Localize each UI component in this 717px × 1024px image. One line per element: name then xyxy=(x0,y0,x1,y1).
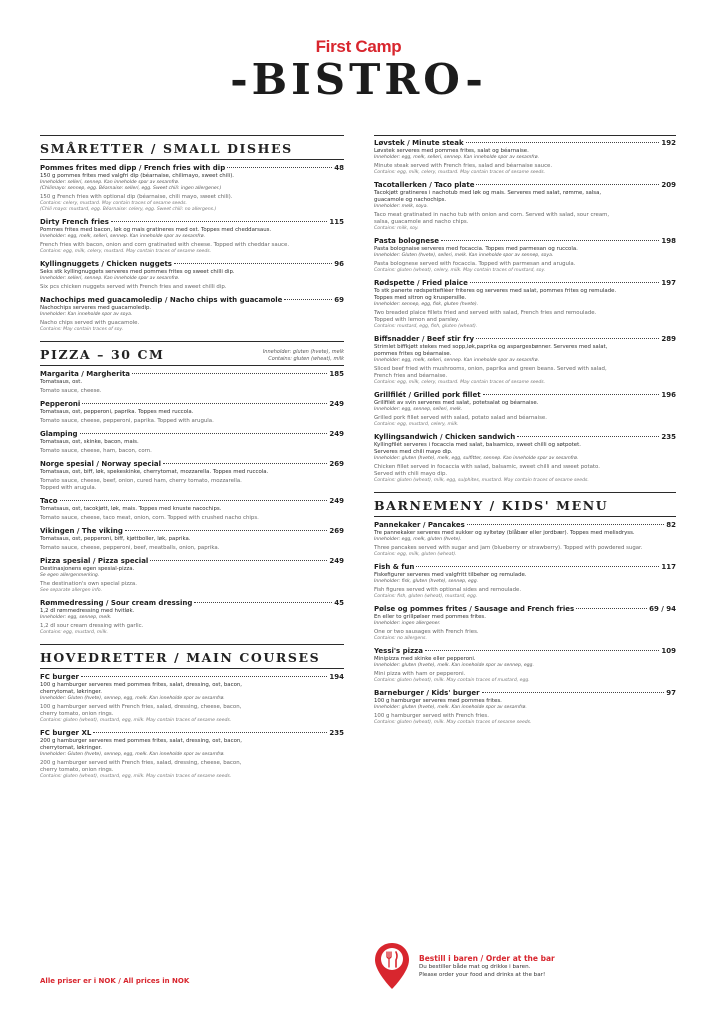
section-title: PIZZA – 30 CM xyxy=(40,347,165,362)
menu-item-price: 48 xyxy=(334,164,344,172)
menu-item-line xyxy=(40,218,344,227)
dot-leader xyxy=(425,650,659,651)
item-allergens: Inneholder: selleri, sennep. Kan inneholde spor av sesamfrø. xyxy=(40,180,180,185)
item-description-en: Two breaded plaice fillets fried and served with salad, French fries and remoulade. xyxy=(374,310,597,316)
item-allergens: Inneholder: ingen allergener. xyxy=(374,621,441,626)
item-description-en: The destination's own special pizza. xyxy=(40,581,137,587)
menu-item-price: 117 xyxy=(661,563,676,571)
menu-item-line xyxy=(374,521,676,530)
prices-note: Alle priser er i NOK / All prices in NOK xyxy=(40,977,190,985)
order-bar-text-no: Du bestiller både mat og drikke i baren. xyxy=(419,964,531,970)
item-allergens: Inneholder: Kan inneholde spor av soya. xyxy=(40,312,133,317)
menu-item xyxy=(374,563,676,600)
item-description-en: Mini pizza with ham or pepperoni. xyxy=(374,671,466,677)
item-description-en: Fish figures served with optional sides and remoulade. xyxy=(374,587,522,593)
dot-leader xyxy=(111,221,327,222)
dot-leader xyxy=(476,338,659,339)
item-allergens-en: Contains: no allergens. xyxy=(374,636,427,641)
dot-leader xyxy=(81,676,327,677)
menu-item-price: 269 xyxy=(329,460,344,468)
item-allergens-en: (Chili mayo: mustard, egg. Béarnaise: celery, egg. Sweet chili: no allergens.) xyxy=(40,207,217,212)
item-allergens: Inneholder: fisk, gluten (hvete), sennep, egg. xyxy=(374,579,479,584)
dot-leader xyxy=(227,167,332,168)
menu-item-name: Tacotallerken / Taco plate xyxy=(374,181,475,189)
item-description-en: Tomato sauce, cheese. xyxy=(40,388,102,394)
menu-item-price: 97 xyxy=(666,689,676,697)
item-description: Løvstek serveres med pommes frites, salat og béarnaise. xyxy=(374,148,529,154)
dot-leader xyxy=(174,263,332,264)
item-allergens-en: Contains: egg, mustard, milk. xyxy=(40,630,108,635)
dot-leader xyxy=(441,240,659,241)
menu-item xyxy=(40,218,344,255)
item-allergens-en: Contains: mustard, egg, fish, gluten (wheat). xyxy=(374,324,478,329)
menu-item-name: Pepperoni xyxy=(40,400,81,408)
order-at-bar xyxy=(374,942,674,990)
item-description: Toppes med sitron og kruspersille. xyxy=(374,295,467,301)
dot-leader xyxy=(60,500,328,501)
menu-item-price: 185 xyxy=(329,370,344,378)
item-description: cherrytomat, løkringer. xyxy=(40,745,102,751)
item-allergens-en: Contains: gluten (wheat), mustard, egg, milk. May contain traces of sesame seeds. xyxy=(40,718,232,723)
menu-section-small xyxy=(40,135,344,333)
item-description: Tomatsaus, ost, tacokjøtt, løk, mais. Toppes med knuste nacochips. xyxy=(40,506,222,512)
menu-item xyxy=(374,139,676,176)
item-description: 200 g hamburger serveres med pommes frites, salat, dressing, ost, bacon, xyxy=(40,738,242,744)
menu-item-line xyxy=(40,599,344,608)
section-title: SMÅRETTER / SMALL DISHES xyxy=(40,141,293,156)
item-description-en: 1,2 dl sour cream dressing with garlic. xyxy=(40,623,144,629)
item-allergens: Inneholder: sennep, egg, fisk, gluten (hvete). xyxy=(374,302,479,307)
menu-item-name: Rømmedressing / Sour cream dressing xyxy=(40,599,193,607)
item-description-en: cherry tomato, onion rings. xyxy=(40,711,114,717)
menu-item-price: 249 xyxy=(329,557,344,565)
item-allergens-en: Contains: gluten (wheat), celery, milk. May contain traces of mustard, soy. xyxy=(374,268,546,273)
item-description-en: Topped with arugula. xyxy=(40,485,97,491)
menu-item xyxy=(374,237,676,274)
item-description: Destinasjonens egen spesial-pizza. xyxy=(40,566,135,572)
menu-item-line xyxy=(40,260,344,269)
menu-item-name: Glamping xyxy=(40,430,78,438)
item-description-en: cherry tomato, onion rings. xyxy=(40,767,114,773)
menu-item-name: Pasta bolognese xyxy=(374,237,440,245)
brand-logo: First Camp xyxy=(315,37,402,56)
dot-leader xyxy=(125,530,328,531)
item-description: Kyllingfilét serveres i focaccia med salat, balsamico, sweet chilli og søtpotet. xyxy=(374,442,581,448)
menu-item xyxy=(40,729,344,780)
menu-item xyxy=(40,400,344,425)
item-description: Nachochips serveres med guacamoledip. xyxy=(40,305,152,311)
menu-section-main xyxy=(40,644,344,780)
menu-item-line xyxy=(374,181,676,190)
item-description: Strimlet biffkjøtt stekes med sopp,løk,paprika og aspargesbønner. Serveres med salat, xyxy=(374,344,608,350)
page-title: -BISTRO- xyxy=(230,55,487,104)
item-allergens-en: Contains: milk, soy. xyxy=(374,226,419,231)
item-description-en: Three pancakes served with sugar and jam (blueberry or strawberry). Topped with powdered sugar. xyxy=(374,545,643,551)
item-description-en: French fries with bacon, onion and corn gratinated with cheese. Topped with cheddar sauce. xyxy=(40,242,290,248)
item-allergens: Inneholder: Gluten (hvete), selleri, melk. Kan inneholde spor av sennep, soya. xyxy=(374,253,554,258)
item-description-en: 100 g hamburger served with French fries. xyxy=(374,713,489,719)
menu-item-name: Løvstek / Minute steak xyxy=(374,139,464,147)
menu-item xyxy=(40,164,344,213)
item-allergens: Inneholder: egg, melk, selleri, sennep. Kan inneholde spor av sesamfrø. xyxy=(374,358,540,363)
dot-leader xyxy=(194,602,332,603)
item-description-en: Nacho chips served with guacamole. xyxy=(40,320,140,326)
menu-item-price: 69 xyxy=(334,296,344,304)
menu-item xyxy=(40,370,344,395)
dot-leader xyxy=(517,436,659,437)
menu-item xyxy=(374,181,676,232)
item-allergens: Inneholder: egg, sennep, melk. xyxy=(40,615,112,620)
menu-item xyxy=(40,460,344,492)
item-description: pommes frites og béarnaise. xyxy=(374,351,452,357)
item-description: Minipizza med skinke eller pepperoni. xyxy=(374,656,476,662)
section-title: HOVEDRETTER / MAIN COURSES xyxy=(40,650,321,665)
menu-item-price: 96 xyxy=(334,260,344,268)
item-description: Tacokjøtt gratineres i nachotub med løk og mais. Serveres med salat, rømme, salsa, xyxy=(374,190,602,196)
menu-item-name: Nachochips med guacamoledip / Nacho chips with guacamole xyxy=(40,296,283,304)
menu-item-line xyxy=(40,673,344,682)
menu-item-line xyxy=(40,296,344,305)
menu-item-name: Yessi's pizza xyxy=(374,647,423,655)
item-description-en: Pasta bolognese served with focaccia. Topped with parmesan and arugula. xyxy=(374,261,576,267)
section-header xyxy=(40,136,344,160)
menu-item-line xyxy=(374,279,676,288)
menu-item-line xyxy=(374,139,676,148)
menu-item-line xyxy=(40,164,344,173)
menu-item-name: Pizza spesial / Pizza special xyxy=(40,557,149,565)
item-description-en: Tomato sauce, cheese, pepperoni, beef, meatballs, onion, paprika. xyxy=(40,545,220,551)
item-description-en: salsa, guacamole and nacho chips. xyxy=(374,219,469,225)
item-allergens-en: Contains: gluten (wheat), milk. May contain traces of sesame seeds. xyxy=(374,720,532,725)
menu-item-line xyxy=(40,400,344,409)
item-description: Pommes frites med bacon, løk og mais gratineres med ost. Toppes med cheddarsaus. xyxy=(40,227,272,233)
menu-item-line xyxy=(374,689,676,698)
menu-item xyxy=(374,647,676,684)
menu-section-main-cont xyxy=(374,135,676,484)
item-description-en: French fries and béarnaise. xyxy=(374,373,448,379)
item-description: Serveres med chili mayo dip. xyxy=(374,449,453,455)
menu-item-line xyxy=(40,497,344,506)
dot-leader xyxy=(82,403,327,404)
menu-item-name: Vikingen / The viking xyxy=(40,527,123,535)
item-description: Pasta bolognaise serveres med focaccia. Toppes med parmesan og ruccola. xyxy=(374,246,578,252)
item-allergens-en: Contains: egg, mustard, celery, milk. xyxy=(374,422,459,427)
menu-item-line xyxy=(40,729,344,738)
menu-item-price: 235 xyxy=(329,729,344,737)
menu-item xyxy=(374,605,676,642)
item-description-en: Topped with lemon and parsley. xyxy=(374,317,460,323)
dot-leader xyxy=(284,299,332,300)
item-description-en: 150 g French fries with optional dip (béarnaise, chili mayo, sweet chili). xyxy=(40,194,233,200)
menu-item-name: Margarita / Margherita xyxy=(40,370,131,378)
menu-item-name: FC burger XL xyxy=(40,729,92,737)
menu-item xyxy=(40,430,344,455)
item-allergens-en: Contains: egg, milk, celery, mustard. May contain traces of sesame seeds. xyxy=(40,249,212,254)
item-allergens: Se egen allergenmerking. xyxy=(40,573,100,578)
item-allergens-en: Contains: gluten (wheat), milk. May contain traces of mustard, egg. xyxy=(374,678,530,683)
menu-item-price: 249 xyxy=(329,497,344,505)
item-description-en: Taco meat gratinated in nacho tub with onion and corn. Served with salad, sour cream, xyxy=(374,212,610,218)
item-description: Fiskefigurer serveres med valgfritt tilbehør og remulade. xyxy=(374,572,527,578)
menu-item-price: 115 xyxy=(329,218,344,226)
menu-item xyxy=(40,296,344,333)
section-allergen-note xyxy=(263,349,344,362)
menu-item-line xyxy=(374,605,676,614)
menu-item-price: 82 xyxy=(666,521,676,529)
item-description-en: Tomato sauce, cheese, pepperoni, paprika. Topped with arugula. xyxy=(40,418,214,424)
item-description-en: Served with chili mayo dip. xyxy=(374,471,448,477)
item-description: 1,2 dl rømmedressing med hvitløk. xyxy=(40,608,135,614)
menu-item-line xyxy=(40,430,344,439)
menu-item-price: 269 xyxy=(329,527,344,535)
item-allergens: Inneholder: egg, melk, selleri, sennep. Kan inneholde spor av sesamfrø. xyxy=(40,234,206,239)
item-allergens-en: Contains: celery, mustard. May contain traces of sesame seeds. xyxy=(40,201,187,206)
menu-item-price: 235 xyxy=(661,433,676,441)
menu-item xyxy=(40,673,344,724)
dot-leader xyxy=(482,692,665,693)
item-allergens: Inneholder: gluten (hvete), melk, egg, sulfitter, sennep. Kan inneholde spor av sesamfrø. xyxy=(374,456,579,461)
item-description: Tomatsaus, ost, pepperoni, paprika. Toppes med ruccola. xyxy=(40,409,194,415)
menu-item-line xyxy=(374,433,676,442)
menu-item xyxy=(374,391,676,428)
item-description: 150 g pommes frites med valgfri dip (béarnaise, chilimayo, sweet chili). xyxy=(40,173,235,179)
dot-leader xyxy=(476,184,659,185)
item-allergens-en: Contains: egg, milk, gluten (wheat). xyxy=(374,552,457,557)
item-allergens-en: Contains: fish, gluten (wheat), mustard, egg. xyxy=(374,594,478,599)
menu-item xyxy=(374,433,676,484)
menu-item-price: 249 xyxy=(329,430,344,438)
section-header xyxy=(40,342,344,366)
menu-item-name: FC burger xyxy=(40,673,80,681)
item-description: Tomatsaus, ost. xyxy=(40,379,83,385)
dot-leader xyxy=(467,524,664,525)
menu-section-kids xyxy=(374,492,676,726)
item-description-en: 100 g hamburger served with French fries, salad, dressing, cheese, bacon, xyxy=(40,704,242,710)
menu-item-line xyxy=(40,460,344,469)
menu-item-name: Pølse og pommes frites / Sausage and French fries xyxy=(374,605,575,613)
menu-item-name: Rødspette / Fried plaice xyxy=(374,279,468,287)
menu-item-name: Dirty French fries xyxy=(40,218,109,226)
section-note-line: Inneholder: gluten (hvete), melk xyxy=(262,349,344,355)
item-allergens: Inneholder: Gluten (hvete), sennep, egg, melk. Kan inneholde spor av sesamfrø. xyxy=(40,752,225,757)
item-allergens: Inneholder: gluten (hvete), melk. Kan inneholde spor av sesamfrø. xyxy=(374,705,527,710)
menu-item-line xyxy=(374,391,676,400)
item-description: Tomatsaus, ost, biff, løk, spekeskinke, cherrytomat, mozzarella. Toppes med ruccola. xyxy=(40,469,269,475)
menu-item-line xyxy=(40,527,344,536)
menu-item-price: 194 xyxy=(329,673,344,681)
menu-item xyxy=(374,689,676,726)
item-description: Tomatsaus, ost, skinke, bacon, mais. xyxy=(40,439,139,445)
dot-leader xyxy=(466,142,660,143)
menu-item-price: 209 xyxy=(661,181,676,189)
menu-item-name: Kyllingnuggets / Chicken nuggets xyxy=(40,260,172,268)
item-description: 100 g hamburger serveres med pommes frites, salat, dressing, ost, bacon, xyxy=(40,682,242,688)
item-description: 100 g hamburger serveres med pommes frites. xyxy=(374,698,502,704)
item-allergens-en: Contains: gluten (wheat), milk, egg, sulphites, mustard. May contain traces of sesame seeds. xyxy=(374,478,589,483)
menu-item-price: 196 xyxy=(661,391,676,399)
item-description: Tomatsaus, ost, pepperoni, biff, kjøttboller, løk, paprika. xyxy=(40,536,191,542)
item-description: To stk panerte rødspettefiléer friteres og serveres med salat, pommes frites og remulade. xyxy=(374,288,617,294)
item-allergens: Inneholder: Gluten (hvete), sennep, egg, melk. Kan inneholde spor av sesamfrø. xyxy=(40,696,225,701)
menu-item-price: 289 xyxy=(661,335,676,343)
item-description-en: One or two sausages with French fries. xyxy=(374,629,479,635)
item-description-en: Six pcs chicken nuggets served with French fries and sweet chilli dip. xyxy=(40,284,227,290)
item-description-en: Sliced beef fried with mushrooms, onion, paprika and green beans. Served with salad, xyxy=(374,366,607,372)
item-description: cherrytomat, løkringer. xyxy=(40,689,102,695)
menu-item-line xyxy=(40,557,344,566)
right-column xyxy=(374,135,676,734)
item-allergens-en: Contains: egg, milk, celery, mustard. May contain traces of sesame seeds. xyxy=(374,380,546,385)
item-allergens-en: Contains: egg, milk, celery, mustard. May contain traces of sesame seeds. xyxy=(374,170,546,175)
item-allergens-en: Contains: May contain traces of soy. xyxy=(40,327,124,332)
menu-item-name: Fish & fun xyxy=(374,563,415,571)
order-bar-title: Bestill i baren / Order at the bar xyxy=(419,954,555,963)
menu-item-name: Pommes frites med dipp / French fries with dip xyxy=(40,164,226,172)
section-rule xyxy=(374,135,676,136)
item-description-en: Tomato sauce, cheese, ham, bacon, corn. xyxy=(40,448,152,454)
dot-leader xyxy=(132,373,327,374)
section-note-line: Contains: gluten (wheat), milk xyxy=(268,355,344,362)
item-description-en: Chicken fillet served in focaccia with salad, balsamic, sweet chilli and sweet potato. xyxy=(374,464,600,470)
dot-leader xyxy=(80,433,328,434)
menu-item-price: 249 xyxy=(329,400,344,408)
menu-item xyxy=(40,260,344,291)
menu-item-line xyxy=(40,370,344,379)
menu-item-name: Grillfilét / Grilled pork fillet xyxy=(374,391,481,399)
menu-item-name: Barneburger / Kids' burger xyxy=(374,689,480,697)
menu-item xyxy=(40,497,344,522)
menu-item-price: 197 xyxy=(661,279,676,287)
item-description: Grillfilét av svin serveres med salat, potetsalat og béarnaise. xyxy=(374,400,539,406)
item-allergens-en: See separate allergen info. xyxy=(40,588,103,593)
item-allergens: Inneholder: egg, melk, gluten (hvete). xyxy=(374,537,462,542)
dot-leader xyxy=(93,732,327,733)
menu-item xyxy=(374,279,676,330)
item-allergens: Inneholder: egg, melk, selleri, sennep. Kan inneholde spor av sesamfrø. xyxy=(374,155,540,160)
item-allergens: Inneholder: selleri, sennep. Kan inneholde spor av sesamfrø. xyxy=(40,276,180,281)
menu-item-name: Pannekaker / Pancakes xyxy=(374,521,465,529)
menu-section-pizza xyxy=(40,341,344,636)
item-description-en: Minute steak served with French fries, salad and béarnaise sauce. xyxy=(374,163,553,169)
item-description-en: Tomato sauce, cheese, taco meat, onion, corn. Topped with crushed nacho chips. xyxy=(40,515,259,521)
item-allergens: Inneholder: egg, sennep, selleri, melk. xyxy=(374,407,463,412)
item-description-en: Tomato sauce, cheese, beef, onion, cured ham, cherry tomato, mozzarella. xyxy=(40,478,242,484)
menu-item xyxy=(40,557,344,594)
order-bar-text-en: Please order your food and drinks at the bar! xyxy=(419,971,546,978)
section-header xyxy=(40,645,344,669)
bar-location-pin-icon xyxy=(374,942,410,990)
item-allergens-en: Contains: gluten (wheat), mustard, egg, milk. May contain traces of sesame seeds. xyxy=(40,774,232,779)
section-title: BARNEMENY / KIDS' MENU xyxy=(374,498,609,513)
menu-item-name: Biffsnadder / Beef stir fry xyxy=(374,335,475,343)
dot-leader xyxy=(163,463,327,464)
menu-item-line xyxy=(374,335,676,344)
section-header xyxy=(374,493,676,517)
dot-leader xyxy=(576,608,647,609)
item-description: Tre pannekaker serveres med sukker og syltetøy (blåbær eller jordbær). Toppes med melisdryss. xyxy=(374,530,635,536)
menu-item-price: 192 xyxy=(661,139,676,147)
item-description: guacamole og nachochips. xyxy=(374,197,447,203)
menu-item-name: Kyllingsandwich / Chicken sandwich xyxy=(374,433,516,441)
dot-leader xyxy=(470,282,660,283)
menu-item-line xyxy=(374,647,676,656)
menu-item-price: 69 / 94 xyxy=(649,605,676,613)
menu-item xyxy=(374,335,676,386)
menu-item-line xyxy=(374,237,676,246)
menu-item xyxy=(40,599,344,636)
menu-item xyxy=(374,521,676,558)
item-description: Seks stk kyllingnuggets serveres med pommes frites og sweet chilli dip. xyxy=(40,269,235,275)
menu-item-line xyxy=(374,563,676,572)
item-allergens: Inneholder: melk, soya. xyxy=(374,204,428,209)
item-description-en: 200 g hamburger served with French fries, salad, dressing, cheese, bacon, xyxy=(40,760,242,766)
item-allergens: Inneholder: gluten (hvete), melk. Kan inneholde spor av sennep, egg. xyxy=(374,663,534,668)
dot-leader xyxy=(416,566,659,567)
item-description-en: Grilled pork fillet served with salad, potato salad and béarnaise. xyxy=(374,415,547,421)
menu-item-price: 109 xyxy=(661,647,676,655)
menu-item-price: 198 xyxy=(661,237,676,245)
menu-item-name: Norge spesial / Norway special xyxy=(40,460,162,468)
left-column xyxy=(40,135,344,788)
dot-leader xyxy=(150,560,327,561)
item-allergens: (Chilimayo: sennep, egg. Béarnaise: selleri, egg. Sweet chili: ingen allergener.) xyxy=(40,186,222,191)
dot-leader xyxy=(483,394,660,395)
item-description: En eller to grillpølser med pommes frites. xyxy=(374,614,486,620)
menu-item-price: 45 xyxy=(334,599,344,607)
menu-item xyxy=(40,527,344,552)
menu-item-name: Taco xyxy=(40,497,58,505)
